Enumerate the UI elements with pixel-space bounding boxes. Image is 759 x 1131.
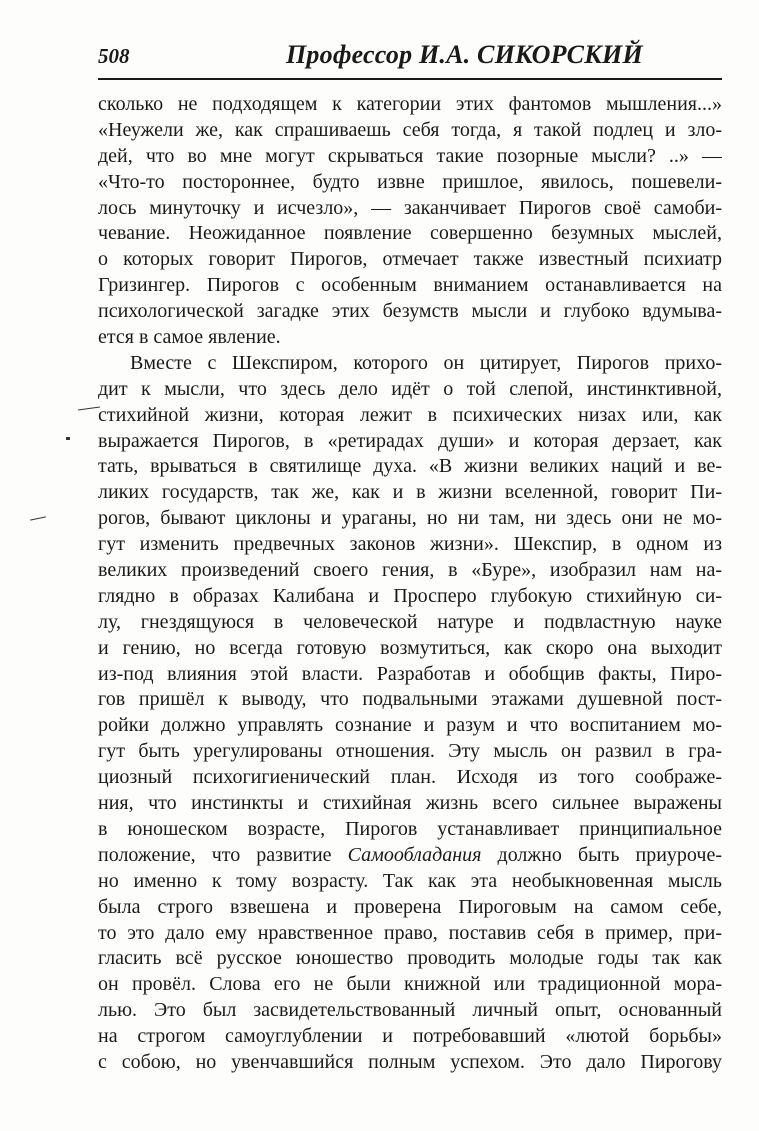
text-line: гов пришёл к выводу, что подвальными этажами душевной пост- [98, 688, 722, 711]
text-line: «Что-то постороннее, будто извне пришлое, явилось, пошевели- [98, 170, 722, 193]
text-line: дей, что во мне могут скрываться такие позорные мысли? ..» — [98, 144, 722, 167]
text-line: Гризингер. Пирогов с особенным вниманием останавливается на [98, 274, 722, 297]
text-line: и гению, но всегда готовую возмутиться, как скоро она выходит [98, 636, 722, 659]
text-line: в юношеском возрасте, Пирогов устанавливает принципиальное [98, 817, 722, 840]
text-fragment: положение, что развитие [98, 843, 348, 866]
header-rule [98, 78, 722, 80]
text-line: гут изменить предвечных законов жизни». Шекспир, в одном из [98, 533, 722, 556]
text-line: лью. Это был засвидетельствованный личный опыт, основанный [98, 999, 722, 1022]
text-line: чевание. Неожиданное появление совершенно безумных мыслей, [98, 222, 722, 245]
italic-term: Самообладания [347, 843, 482, 866]
text-line: циозный психогигиенический план. Исходя из того соображе- [98, 766, 722, 789]
text-line: на строгом самоуглублении и потребовавший «лютой борьбы» [98, 1025, 722, 1048]
page-number: 508 [98, 44, 130, 68]
text-line: сколько не подходящем к категории этих фантомов мышления...» [98, 93, 722, 115]
text-line: стихийной жизни, которая лежит в психических низах или, как [98, 403, 722, 426]
running-head: Профессор И.А. СИКОРСКИЙ [286, 40, 643, 69]
scan-mark [66, 437, 70, 440]
text-line: дит к мысли, что здесь дело идёт о той слепой, инстинктивной, [98, 377, 722, 400]
text-line-with-italic [98, 843, 722, 869]
text-line: ройки должно управлять сознание и разум и что воспитанием мо- [98, 714, 722, 737]
body-text [98, 92, 722, 1076]
scan-mark [30, 516, 46, 520]
text-line: «Неужели же, как спрашиваешь себя тогда, я такой подлец и зло- [98, 118, 722, 141]
text-line: с собою, но увенчавшийся полным успехом. Это дало Пирогову [98, 1050, 722, 1073]
text-line: тать, врываться в святилище духа. «В жизни великих наций и ве- [98, 455, 722, 478]
scan-mark [78, 406, 100, 410]
text-line: рогов, бывают циклоны и ураганы, но ни там, ни здесь они не мо- [98, 507, 722, 530]
text-line: ется в самое явление. [98, 326, 281, 349]
text-line: выражается Пирогов, в «ретирадах души» и которая дерзает, как [98, 429, 722, 452]
text-line: Вместе с Шекспиром, которого он цитирует, Пирогов прихо- [130, 351, 722, 374]
text-line: гласить всё русское юношество проводить молодые годы так как [98, 947, 722, 970]
paragraph-2 [98, 351, 722, 1076]
text-line: о которых говорит Пирогов, отмечает также известный психиатр [98, 248, 722, 271]
text-line: ния, что инстинкты и стихийная жизнь всего сильнее выражены [98, 792, 722, 815]
paragraph-1 [98, 92, 722, 351]
text-line: он провёл. Слова его не были книжной или традиционной мора- [98, 973, 722, 996]
page-header [98, 40, 722, 74]
text-line: лу, гнездящуюся в человеческой натуре и подвластную науке [98, 610, 722, 633]
text-line: но именно к тому возрасту. Так как эта необыкновенная мысль [98, 869, 722, 892]
text-line: из-под влияния этой власти. Разработав и обобщив факты, Пиро- [98, 662, 722, 685]
text-fragment: должно быть приуроче- [481, 843, 722, 866]
text-line: была строго взвешена и проверена Пироговым на самом себе, [98, 895, 722, 918]
text-line: ликих государств, так же, как и в жизни вселенной, говорит Пи- [98, 481, 722, 504]
text-line: лось минуточку и исчезло», — заканчивает Пирогов своё самоби- [98, 196, 722, 219]
text-line: великих произведений своего гения, в «Буре», изобразил нам на- [98, 559, 722, 582]
text-line: то это дало ему нравственное право, поставив себя в пример, при- [98, 921, 722, 944]
text-line: глядно в образах Калибана и Просперо глубокую стихийную си- [98, 584, 722, 607]
text-line: психологической загадке этих безумств мысли и глубоко вдумыва- [98, 300, 722, 323]
text-line: гут быть урегулированы отношения. Эту мысль он развил в гра- [98, 740, 722, 763]
